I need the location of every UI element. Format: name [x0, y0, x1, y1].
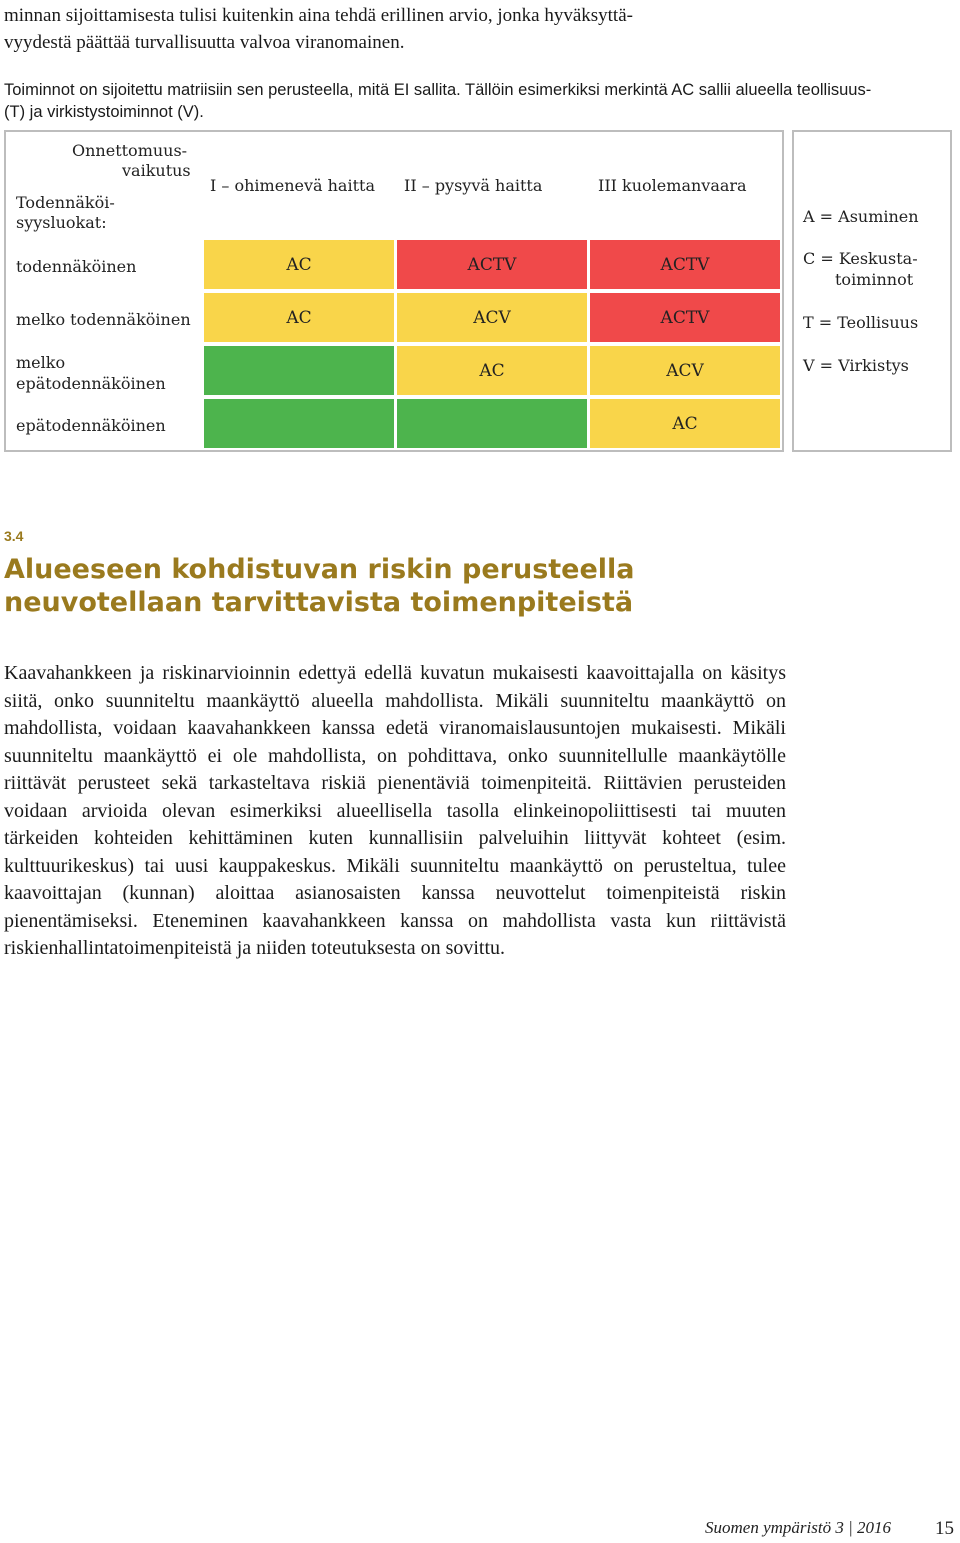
cell-r3-c1	[204, 346, 394, 395]
legend-v: V = Virkistys	[803, 356, 909, 375]
cell-r4-c1	[204, 399, 394, 448]
footer-publication: Suomen ympäristö 3 | 2016	[705, 1518, 891, 1537]
risk-matrix	[4, 130, 784, 452]
section-heading	[4, 553, 635, 619]
section-title-line-1: Alueeseen kohdistuvan riskin perusteella	[4, 554, 635, 585]
cell-r2-c2: ACV	[397, 293, 587, 342]
row-label-4: epätodennäköinen	[16, 416, 166, 435]
cell-r3-c2: AC	[397, 346, 587, 395]
legend-t: T = Teollisuus	[803, 313, 919, 332]
corner-left-line-1: Todennäköi-	[16, 193, 115, 212]
cell-r1-c1: AC	[204, 240, 394, 289]
footer-page-number: 15	[935, 1518, 954, 1539]
cell-r2-c1: AC	[204, 293, 394, 342]
corner-top-line-1: Onnettomuus-	[72, 141, 188, 160]
corner-left-line-2: syysluokat:	[16, 213, 107, 232]
cell-r4-c2	[397, 399, 587, 448]
legend-c-line-2: toiminnot	[835, 270, 914, 289]
cell-r3-c3: ACV	[590, 346, 780, 395]
row-label-3-line-2: epätodennäköinen	[16, 374, 166, 393]
cell-r1-c2: ACTV	[397, 240, 587, 289]
cell-r4-c3: AC	[590, 399, 780, 448]
intro-line-4: (T) ja virkistystoiminnot (V).	[4, 103, 204, 121]
section-number: 3.4	[4, 528, 24, 544]
legend-a: A = Asuminen	[803, 207, 919, 226]
cell-r1-c3: ACTV	[590, 240, 780, 289]
legend-c-line-1: C = Keskusta-	[803, 249, 918, 268]
intro-line-1: minnan sijoittamisesta tulisi kuitenkin aina tehdä erillinen arvio, jonka hyväksyttä-	[4, 5, 633, 26]
section-title-line-2: neuvotellaan tarvittavista toimenpiteistä	[4, 587, 634, 618]
row-label-1: todennäköinen	[16, 257, 137, 276]
intro-line-2: vyydestä päättää turvallisuutta valvoa viranomainen.	[4, 32, 405, 53]
row-label-3-line-1: melko	[16, 353, 66, 372]
intro-line-3: Toiminnot on sijoitettu matriisiin sen perusteella, mitä EI sallita. Tällöin esimerkiksi merkintä AC sallii alueella teollisuus-	[4, 81, 872, 99]
column-header-1: I – ohimenevä haitta	[210, 176, 375, 195]
cell-r2-c3: ACTV	[590, 293, 780, 342]
corner-top-line-2: vaikutus	[122, 161, 191, 180]
column-header-2: II – pysyvä haitta	[404, 176, 543, 195]
row-label-2: melko todennäköinen	[16, 310, 191, 329]
body-paragraph: Kaavahankkeen ja riskinarvioinnin edettyä edellä kuvatun mukaisesti kaavoittajalla on käsitys siitä, onko suunniteltu maankäyttö alueella mahdollista. Mikäli suunniteltu maankäyttö on mahdollista, voidaan kaavahankkeen kanssa edetä viranomaislausuntojen mukaisesti. Mikäli suunniteltu maankäyttö ei ole mahdollista, on pohdittava, onko suunnitellulle maankäytölle riittävät perusteet sekä tarkasteltava riskiä pienentäviä toimenpiteitä. Riittävien perusteiden voidaan arvioida olevan esimerkiksi alueellisella tasolla elinkeinopoliittisesti tai muuten tärkeiden kohteiden kehittäminen kuten kunnallisiin palveluihin liittyvät kohteet (esim. kulttuurikeskus) tai uusi kauppakeskus. Mikäli suunniteltu maankäyttö on perusteltua, tulee kaavoittajan (kunnan) aloittaa asianosaisten kanssa neuvottelut toimenpiteistä riskin pienentämiseksi. Eteneminen kaavahankkeen kanssa on mahdollista vasta kun riittävistä riskienhallintatoimenpiteistä ja niiden toteutuksesta on sovittu.	[4, 662, 786, 959]
matrix-legend	[792, 130, 952, 452]
column-header-3: III kuolemanvaara	[598, 176, 747, 195]
